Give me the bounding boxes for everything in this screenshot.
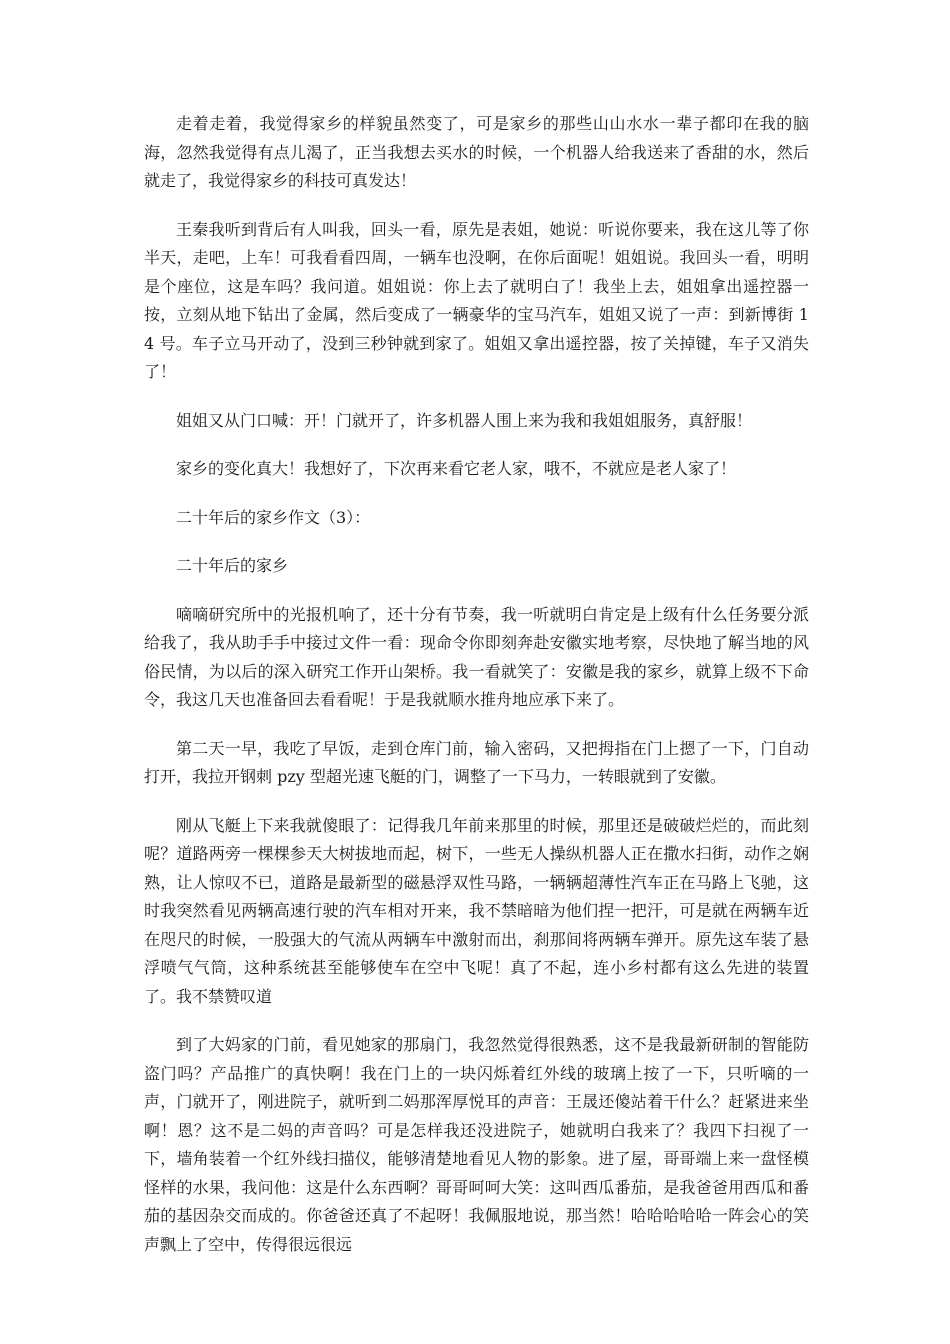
paragraph-walking: 走着走着，我觉得家乡的样貌虽然变了，可是家乡的那些山山水水一辈子都印在我的脑海，忽然我觉得有点儿渴了，正当我想去买水的时候，一个机器人给我送来了香甜的水，然后就走了，我觉得家乡的科技可真发达！ bbox=[144, 114, 809, 190]
paragraph-smart-door: 到了大妈家的门前，看见她家的那扇门，我忽然觉得很熟悉，这不是我最新研制的智能防盗门吗？产品推广的真快啊！我在门上的一块闪烁着红外线的玻璃上按了一下，只听嘀的一声，门就开了，刚进院子，就听到二妈那浑厚悦耳的声音：王晟还傻站着干什么？赶紧进来坐啊！恩？这不是二妈的声音吗？可是怎样我还没进院子，她就明白我来了？我四下扫视了一下，墙角装着一个红外线扫描仪，能够清楚地看见人物的影象。进了屋，哥哥端上来一盘怪模怪样的水果，我问他：这是什么东西啊？哥哥呵呵大笑：这叫西瓜番茄，是我爸爸用西瓜和番茄的基因杂交而成的。你爸爸还真了不起呀！我佩服地说，那当然！哈哈哈哈哈一阵会心的笑声飘上了空中，传得很远很远 bbox=[144, 1035, 809, 1254]
essay-heading: 二十年后的家乡作文（3）： bbox=[176, 507, 371, 527]
paragraph-next-morning: 第二天一早，我吃了早饭，走到仓库门前，输入密码，又把拇指在门上摁了一下，门自动打开，我拉开钢刺 pzy 型超光速飞艇的门，调整了一下马力，一转眼就到了安徽。 bbox=[144, 738, 809, 786]
essay-title: 二十年后的家乡 bbox=[176, 556, 289, 575]
paragraph-door-robots: 姐姐又从门口喊：开！门就开了，许多机器人围上来为我和我姐姐服务，真舒服！ bbox=[176, 410, 753, 430]
paragraph-cousin-car: 王秦我听到背后有人叫我，回头一看，原先是表姐，她说：听说你要来，我在这儿等了你半天，走吧，上车！可我看看四周，一辆车也没啊，在你后面呢！姐姐说。我回头一看，明明是个座位，这是车吗？我问道。姐姐说：你上去了就明白了！我坐上去，姐姐拿出遥控器一按，立刻从地下钻出了金属，然后变成了一辆豪华的宝马汽车，姐姐又说了一声：到新博街 14 号。车子立马开动了，没到三秒钟就到家了。姐姐又拿出遥控器，按了关掉键，车子又消失了！ bbox=[144, 219, 809, 381]
document-body bbox=[144, 110, 809, 1279]
paragraph-maglev-road: 刚从飞艇上下来我就傻眼了：记得我几年前来那里的时候，那里还是破破烂烂的，而此刻呢？道路两旁一棵棵参天大树拔地而起，树下，一些无人操纵机器人正在撒水扫街，动作之娴熟，让人惊叹不已，道路是最新型的磁悬浮双性马路，一辆辆超薄性汽车正在马路上飞驰，这时我突然看见两辆高速行驶的汽车相对开来，我不禁暗暗为他们捏一把汗，可是就在两辆车近在咫尺的时候，一股强大的气流从两辆车中激射而出，刹那间将两辆车弹开。原先这车装了悬浮喷气气筒，这种系统甚至能够使车在空中飞呢！真了不起，连小乡村都有这么先进的装置了。我不禁赞叹道 bbox=[144, 815, 809, 1006]
paragraph-research-task: 嘀嘀研究所中的光报机响了，还十分有节奏，我一听就明白肯定是上级有什么任务要分派给我了，我从助手手中接过文件一看：现命令你即刻奔赴安徽实地考察，尽快地了解当地的风俗民情，为以后的深入研究工作开山架桥。我一看就笑了：安徽是我的家乡，就算上级不下命令，我这几天也准备回去看看呢！于是我就顺水推舟地应承下来了。 bbox=[144, 604, 809, 709]
paragraph-hometown-change: 家乡的变化真大！我想好了，下次再来看它老人家，哦不，不就应是老人家了！ bbox=[176, 459, 737, 478]
